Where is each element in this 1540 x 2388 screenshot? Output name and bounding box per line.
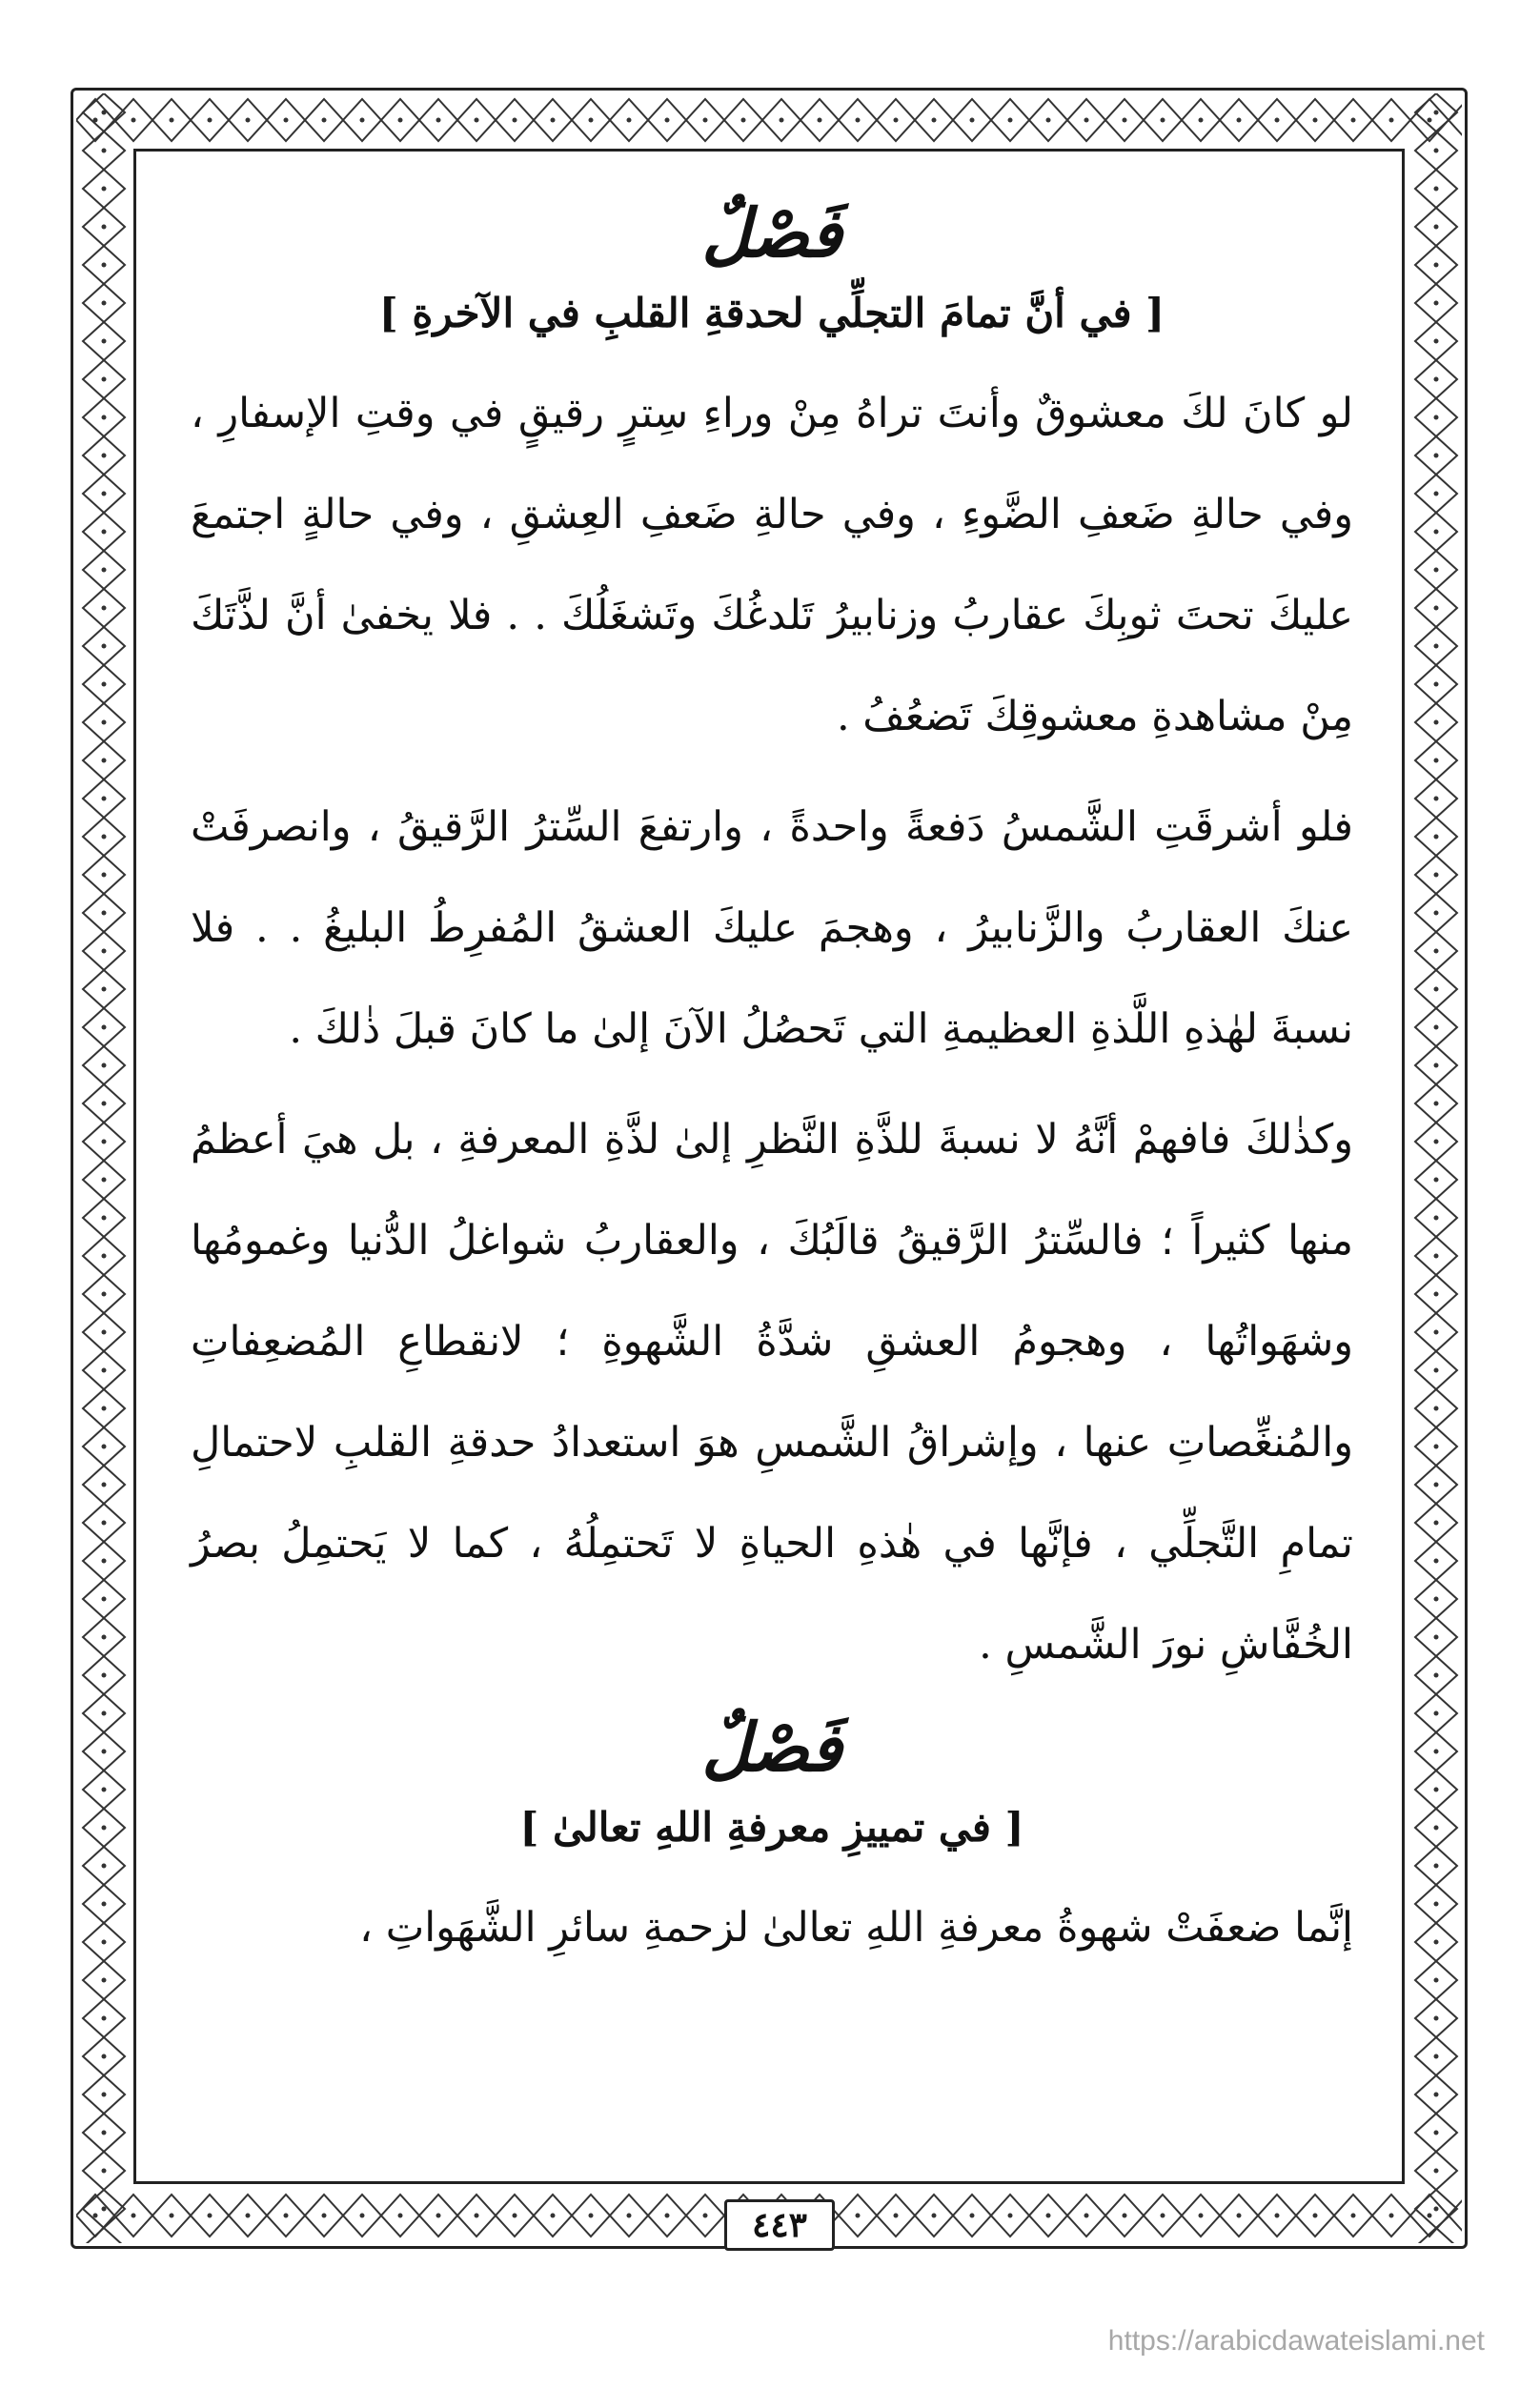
ornamental-border-top bbox=[76, 93, 1462, 147]
ornamental-border-right bbox=[1408, 93, 1464, 2243]
page-number: ٤٤٣ bbox=[724, 2199, 835, 2251]
ornamental-border-left bbox=[76, 93, 132, 2243]
page-content bbox=[191, 181, 1353, 1988]
watermark-url: https://arabicdawateislami.net bbox=[1107, 2325, 1485, 2357]
paragraph-4: إنَّما ضعفَتْ شهوةُ معرفةِ اللهِ تعالىٰ لزحمةِ سائرِ الشَّهَواتِ ، bbox=[359, 1904, 1353, 1952]
paragraph-2: فلو أشرقَتِ الشَّمسُ دَفعةً واحدةً ، وارتفعَ السِّترُ الرَّقيقُ ، وانصرفَتْ عنكَ العقاربُ والزَّنابيرُ ، وهجمَ عليكَ العشقُ المُفرِطُ البليغُ . . فلا نسبةَ لهٰذهِ اللَّذةِ العظيمةِ التي تَحصُلُ الآنَ إلىٰ ما كانَ قبلَ ذٰلكَ . bbox=[191, 803, 1353, 1053]
section-heading-2: فَصْلٌ bbox=[701, 1708, 842, 1787]
section-subheading-1: [ في أنَّ تمامَ التجلِّي لحدقةِ القلبِ في الآخرةِ ] bbox=[378, 290, 1165, 336]
paragraph-3: وكذٰلكَ فافهمْ أنَّهُ لا نسبةَ للذَّةِ النَّظرِ إلىٰ لذَّةِ المعرفةِ ، بل هيَ أعظمُ منها كثيراً ؛ فالسِّترُ الرَّقيقُ قالَبُكَ ، والعقاربُ شواغلُ الدُّنيا وغمومُها وشهَواتُها ، وهجومُ العشقِ شدَّةُ الشَّهوةِ ؛ لانقطاعِ المُضعِفاتِ والمُنغِّصاتِ عنها ، وإشراقُ الشَّمسِ هوَ استعدادُ حدقةِ القلبِ لاحتمالِ تمامِ التَّجلِّي ، فإنَّها في هٰذهِ الحياةِ لا تَحتمِلُهُ ، كما لا يَحتمِلُ بصرُ الخُفَّاشِ نورَ الشَّمسِ . bbox=[191, 1116, 1353, 1669]
paragraph-1: لو كانَ لكَ معشوقٌ وأنتَ تراهُ مِنْ وراءِ سِترٍ رقيقٍ في وقتِ الإسفارِ ، وفي حالةِ ضَعفِ الضَّوءِ ، وفي حالةِ ضَعفِ العِشقِ ، وفي حالةٍ اجتمعَ عليكَ تحتَ ثوبِكَ عقاربُ وزنابيرُ تَلدغُكَ وتَشغَلُكَ . . فلا يخفىٰ أنَّ لذَّتَكَ مِنْ مشاهدةِ معشوقِكَ تَضعُفُ . bbox=[191, 390, 1353, 740]
section-subheading-2: [ في تمييزِ معرفةِ اللهِ تعالىٰ ] bbox=[519, 1804, 1024, 1851]
section-heading-1: فَصْلٌ bbox=[701, 193, 842, 273]
